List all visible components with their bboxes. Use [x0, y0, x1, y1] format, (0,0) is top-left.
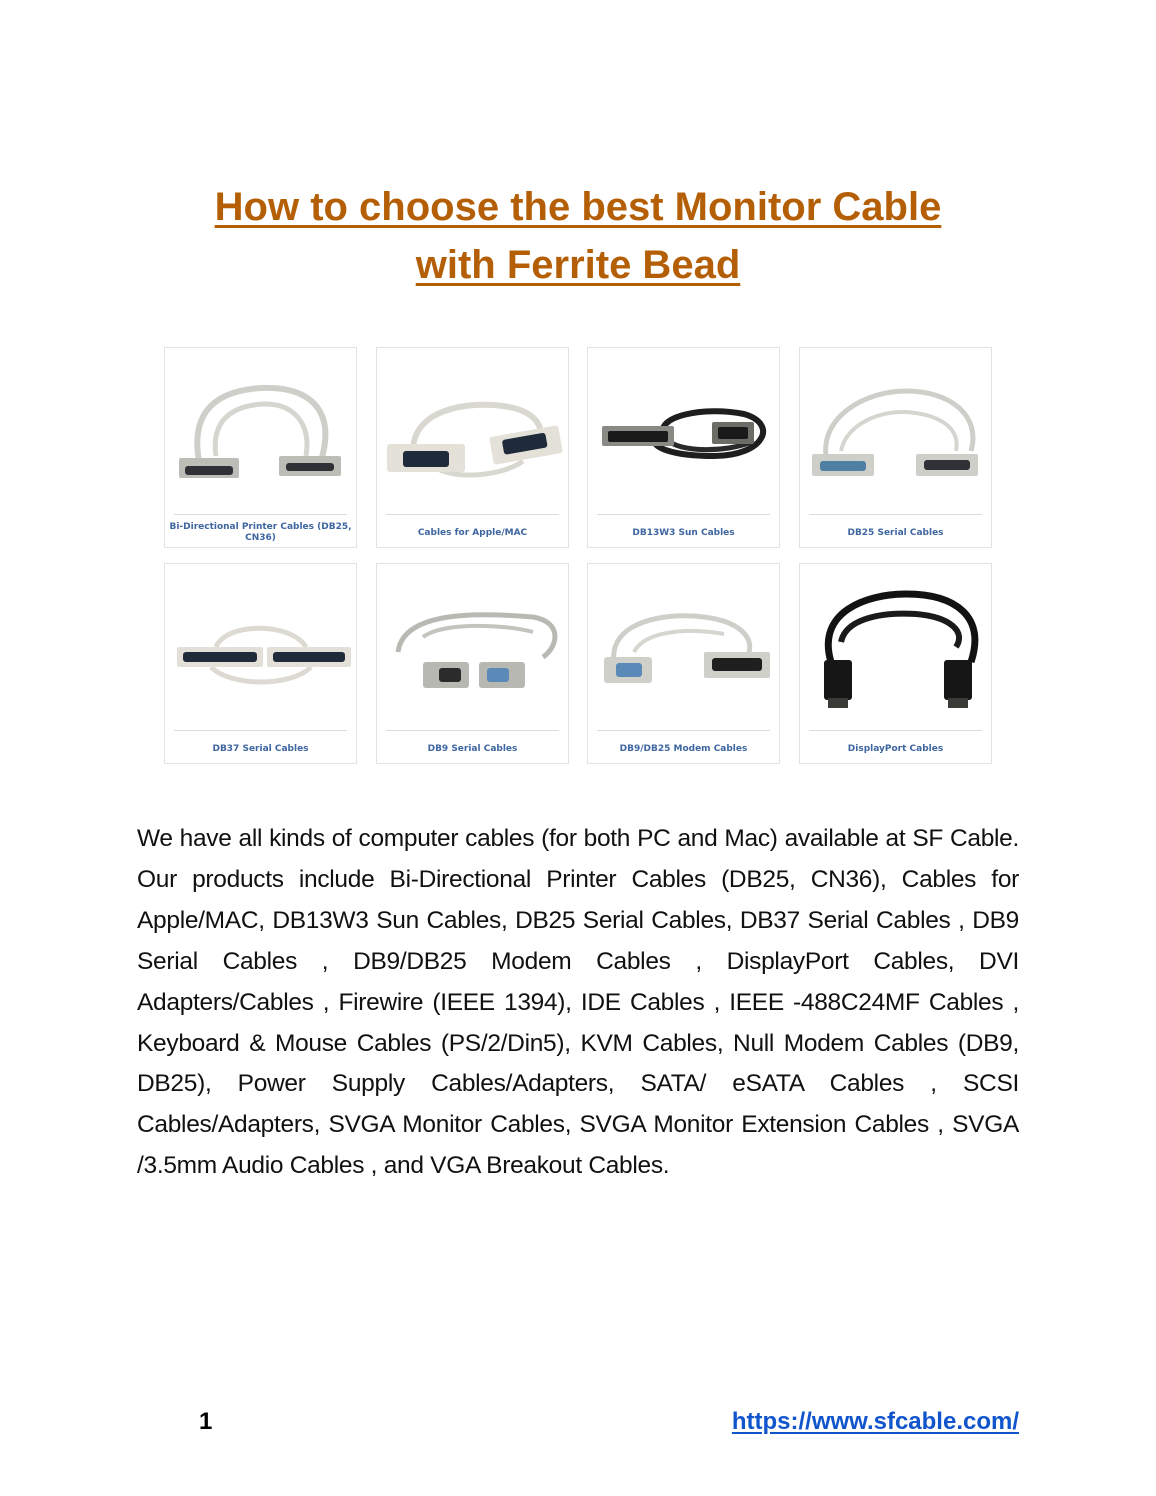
tile-divider — [597, 514, 770, 515]
document-title — [0, 178, 1156, 294]
page-number: 1 — [199, 1408, 213, 1435]
tile-caption[interactable]: Bi-Directional Printer Cables (DB25, CN36) — [169, 522, 352, 543]
website-link[interactable]: https://www.sfcable.com/ — [731, 1408, 1019, 1435]
tile-caption[interactable]: DB25 Serial Cables — [847, 527, 944, 538]
db37-serial-cable-image — [171, 572, 351, 722]
tile-caption[interactable]: DisplayPort Cables — [847, 743, 944, 754]
product-tile-db9-serial[interactable] — [376, 563, 569, 764]
body-paragraph: We have all kinds of computer cables (for both PC and Mac) available at SF Cable. Our products include Bi-Directional Printer Cables (DB25, CN36), Cables for Apple/MAC, DB13W3 Sun Cables, DB25 Serial Cables, DB37 Serial Cables , DB9 Serial Cables , DB9/DB25 Modem Cables , DisplayPort Cables, DVI Adapters/Cables , Firewire (IEEE 1394), IDE Cables , IEEE -488C24MF Cables , Keyboard & Mouse Cables (PS/2/Din5), KVM Cables, Null Modem Cables (DB9, DB25), Power Supply Cables/Adapters, SATA/ eSATA Cables , SCSI Cables/Adapters, SVGA Monitor Cables, SVGA Monitor Extension Cables , SVGA /3.5mm Audio Cables , and VGA Breakout Cables. — [137, 825, 1019, 1180]
tile-caption[interactable]: DB9/DB25 Modem Cables — [619, 743, 748, 754]
db25-serial-cable-image — [806, 356, 986, 506]
db13w3-cable-image — [594, 356, 774, 506]
tile-divider — [597, 730, 770, 731]
product-tile-displayport[interactable] — [799, 563, 992, 764]
product-tile-db25-serial[interactable] — [799, 347, 992, 548]
db9-serial-cable-image — [383, 572, 563, 722]
product-tile-printer[interactable] — [164, 347, 357, 548]
product-grid — [164, 347, 994, 767]
product-tile-apple-mac[interactable] — [376, 347, 569, 548]
title-line-1: How to choose the best Monitor Cable — [214, 185, 942, 229]
displayport-cable-image — [806, 572, 986, 722]
tile-divider — [809, 730, 982, 731]
tile-divider — [174, 514, 347, 515]
apple-mac-cable-image — [383, 356, 563, 506]
tile-divider — [386, 514, 559, 515]
tile-divider — [809, 514, 982, 515]
product-tile-db37-serial[interactable] — [164, 563, 357, 764]
tile-divider — [174, 730, 347, 731]
tile-caption[interactable]: DB37 Serial Cables — [212, 743, 309, 754]
tile-caption[interactable]: Cables for Apple/MAC — [417, 527, 528, 538]
product-tile-db13w3[interactable] — [587, 347, 780, 548]
product-tile-db9-db25-modem[interactable] — [587, 563, 780, 764]
printer-cable-image — [171, 356, 351, 506]
title-line-2: with Ferrite Bead — [415, 243, 741, 287]
tile-caption[interactable]: DB9 Serial Cables — [427, 743, 518, 754]
tile-divider — [386, 730, 559, 731]
tile-caption[interactable]: DB13W3 Sun Cables — [632, 527, 735, 538]
modem-cable-image — [594, 572, 774, 722]
